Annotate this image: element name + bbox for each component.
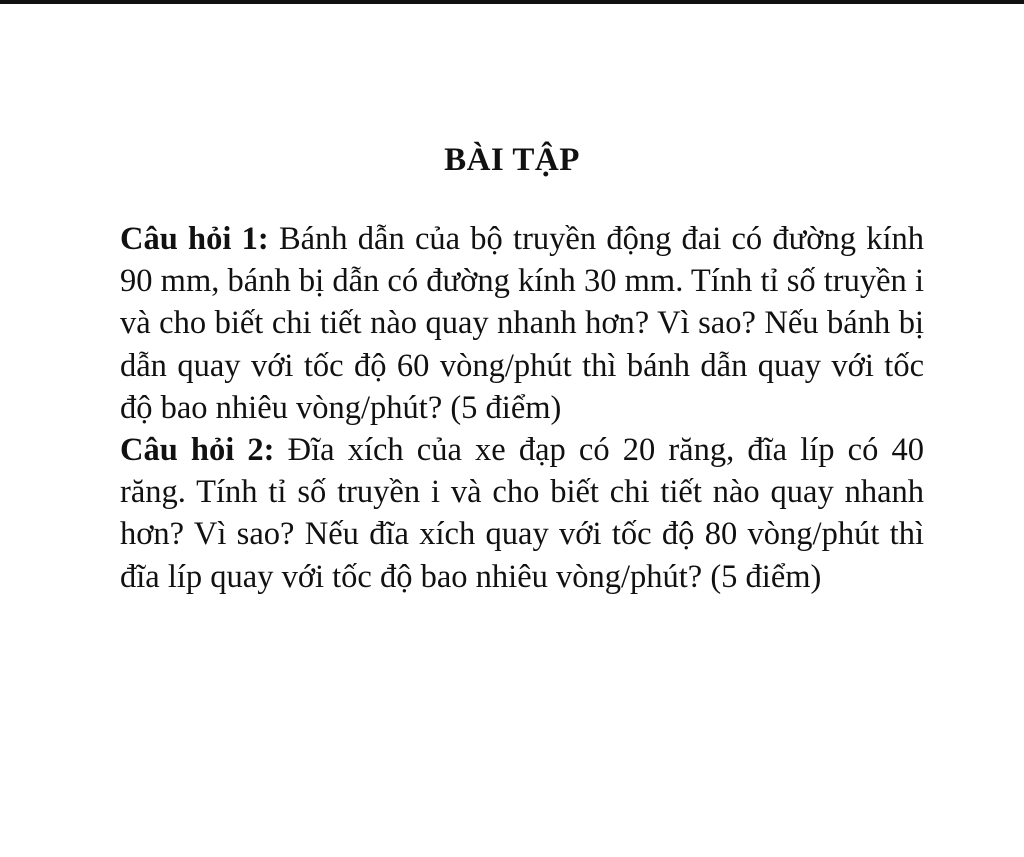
page-title: BÀI TẬP — [444, 142, 580, 178]
question-2-text: Đĩa xích của xe đạp có 20 răng, đĩa líp có 40 răng. Tính tỉ số truyền i và cho biết chi tiết nào quay nhanh hơn? Vì sao? Nếu đĩa xích quay với tốc độ 80 vòng/phút thì đĩa líp quay với tốc độ bao nhiêu vòng/phút? (5 điểm) — [120, 432, 924, 595]
question-1-text: Bánh dẫn của bộ truyền động đai có đường kính 90 mm, bánh bị dẫn có đường kính 30 mm. Tính tỉ số truyền i và cho biết chi tiết nào quay nhanh hơn? Vì sao? Nếu bánh bị dẫn quay với tốc độ 60 vòng/phút thì bánh dẫn quay với tốc độ bao nhiêu vòng/phút? (5 điểm) — [120, 221, 924, 426]
exercise-content — [120, 218, 924, 598]
question-2-label: Câu hỏi 2: — [120, 432, 275, 469]
question-2 — [120, 429, 924, 598]
question-1 — [120, 218, 924, 429]
question-1-label: Câu hỏi 1: — [120, 221, 269, 257]
top-border-line — [0, 0, 1024, 4]
